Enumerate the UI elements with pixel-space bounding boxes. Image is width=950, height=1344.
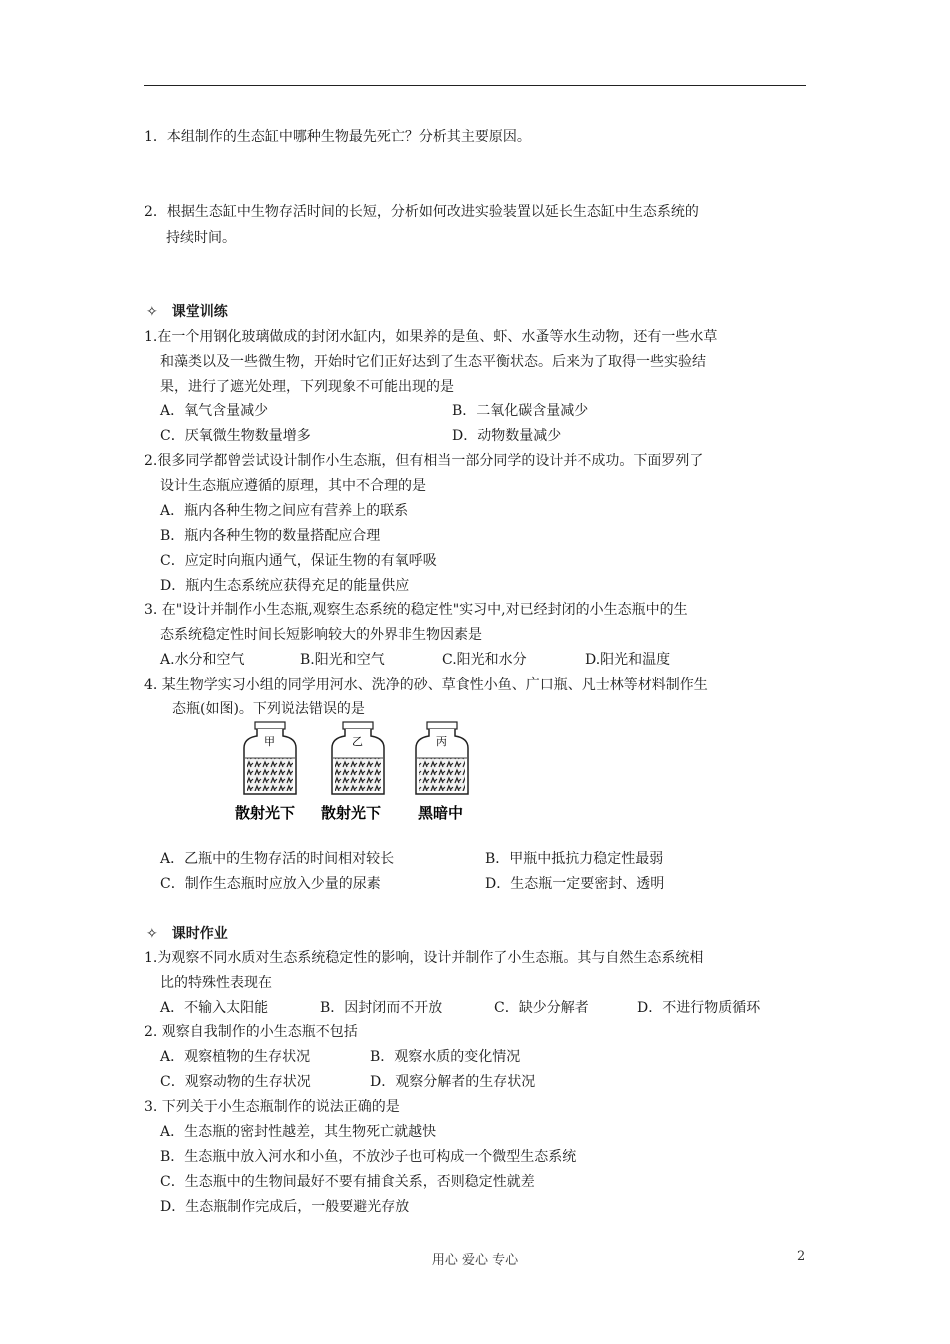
option-b: B．观察水质的变化情况 <box>370 1049 521 1065</box>
discussion-question-2-line-1: 2．根据生态缸中生物存活时间的长短，分析如何改进实验装置以延长生态缸中生态系统的 <box>144 204 699 220</box>
option-a: A．生态瓶的密封性越差，其生物死亡就越快 <box>160 1124 437 1140</box>
page-number: 2 <box>797 1249 806 1264</box>
question-line: 态系统稳定性时间长短影响较大的外界非生物因素是 <box>160 627 482 643</box>
option-d: D.阳光和温度 <box>585 652 671 668</box>
question-line: 态瓶(如图)。下列说法错误的是 <box>172 701 365 717</box>
section-title: 课时作业 <box>171 926 228 942</box>
option-a: A．不输入太阳能 <box>160 1000 269 1016</box>
option-b: B．因封闭而不开放 <box>320 1000 443 1016</box>
question-line: 设计生态瓶应遵循的原理，其中不合理的是 <box>160 478 426 494</box>
question-line: 2. 观察自我制作的小生态瓶不包括 <box>144 1024 358 1040</box>
header-rule <box>144 85 806 86</box>
question-line: 1.在一个用钢化玻璃做成的封闭水缸内，如果养的是鱼、虾、水蚤等水生动物，还有一些水草 <box>144 329 718 345</box>
section-title: 课堂训练 <box>171 304 228 320</box>
question-line: 和藻类以及一些微生物，开始时它们正好达到了生态平衡状态。后来为了取得一些实验结 <box>160 354 706 370</box>
section-heading-homework <box>146 924 228 944</box>
option-d: D．不进行物质循环 <box>637 1000 761 1016</box>
ecosystem-jars-figure <box>230 720 490 830</box>
option-d: D．动物数量减少 <box>452 428 562 444</box>
option-c: C．观察动物的生存状况 <box>160 1074 311 1090</box>
option-a: A．氧气含量减少 <box>160 403 269 419</box>
option-a: A.水分和空气 <box>160 652 245 668</box>
option-c: C．制作生态瓶时应放入少量的尿素 <box>160 876 381 892</box>
jar-caption: 散射光下 <box>235 804 296 822</box>
question-line: 3. 在"设计并制作小生态瓶,观察生态系统的稳定性"实习中,对已经封闭的小生态瓶中的生 <box>144 602 688 618</box>
option-c: C．生态瓶中的生物间最好不要有捕食关系，否则稳定性就差 <box>160 1174 535 1190</box>
jar-yi <box>332 722 384 794</box>
option-d: D．观察分解者的生存状况 <box>370 1074 536 1090</box>
diamond-bullet-icon: ✧ <box>146 304 158 320</box>
question-line: 比的特殊性表现在 <box>160 975 272 991</box>
jar-label: 丙 <box>436 735 447 748</box>
question-line: 4. 某生物学实习小组的同学用河水、洗净的砂、草食性小鱼、广口瓶、凡士林等材料制作生 <box>144 677 708 693</box>
option-a: A．瓶内各种生物之间应有营养上的联系 <box>160 503 409 519</box>
option-c: C．缺少分解者 <box>494 1000 589 1016</box>
question-line: 果，进行了遮光处理，下列现象不可能出现的是 <box>160 379 454 395</box>
option-c: C．应定时向瓶内通气，保证生物的有氧呼吸 <box>160 553 437 569</box>
jar-jia <box>244 722 296 794</box>
diamond-bullet-icon: ✧ <box>146 926 158 942</box>
option-b: B．二氧化碳含量减少 <box>452 403 589 419</box>
option-b: B．甲瓶中抵抗力稳定性最弱 <box>485 851 664 867</box>
option-d: D．生态瓶制作完成后，一般要避光存放 <box>160 1199 410 1215</box>
option-c: C.阳光和水分 <box>442 652 527 668</box>
option-b: B．瓶内各种生物的数量搭配应合理 <box>160 528 381 544</box>
option-b: B．生态瓶中放入河水和小鱼，不放沙子也可构成一个微型生态系统 <box>160 1149 577 1165</box>
option-d: D．生态瓶一定要密封、透明 <box>485 876 665 892</box>
section-heading-classroom-practice <box>146 302 228 322</box>
question-line: 3. 下列关于小生态瓶制作的说法正确的是 <box>144 1099 400 1115</box>
discussion-question-1: 1．本组制作的生态缸中哪种生物最先死亡？分析其主要原因。 <box>144 129 531 145</box>
option-a: A．乙瓶中的生物存活的时间相对较长 <box>160 851 395 867</box>
question-line: 1.为观察不同水质对生态系统稳定性的影响，设计并制作了小生态瓶。其与自然生态系统相 <box>144 950 704 966</box>
option-d: D．瓶内生态系统应获得充足的能量供应 <box>160 578 410 594</box>
jar-label: 乙 <box>352 735 363 748</box>
discussion-question-2-line-2: 持续时间。 <box>166 230 236 246</box>
option-a: A．观察植物的生存状况 <box>160 1049 311 1065</box>
option-b: B.阳光和空气 <box>300 652 385 668</box>
question-line: 2.很多同学都曾尝试设计制作小生态瓶，但有相当一部分同学的设计并不成功。下面罗列了 <box>144 453 704 469</box>
option-c: C．厌氧微生物数量增多 <box>160 428 311 444</box>
jar-caption: 散射光下 <box>321 804 382 822</box>
jar-bing <box>416 722 468 794</box>
footer-motto: 用心 爱心 专心 <box>431 1253 519 1268</box>
jar-caption: 黑暗中 <box>418 804 464 822</box>
jar-label: 甲 <box>264 735 275 748</box>
